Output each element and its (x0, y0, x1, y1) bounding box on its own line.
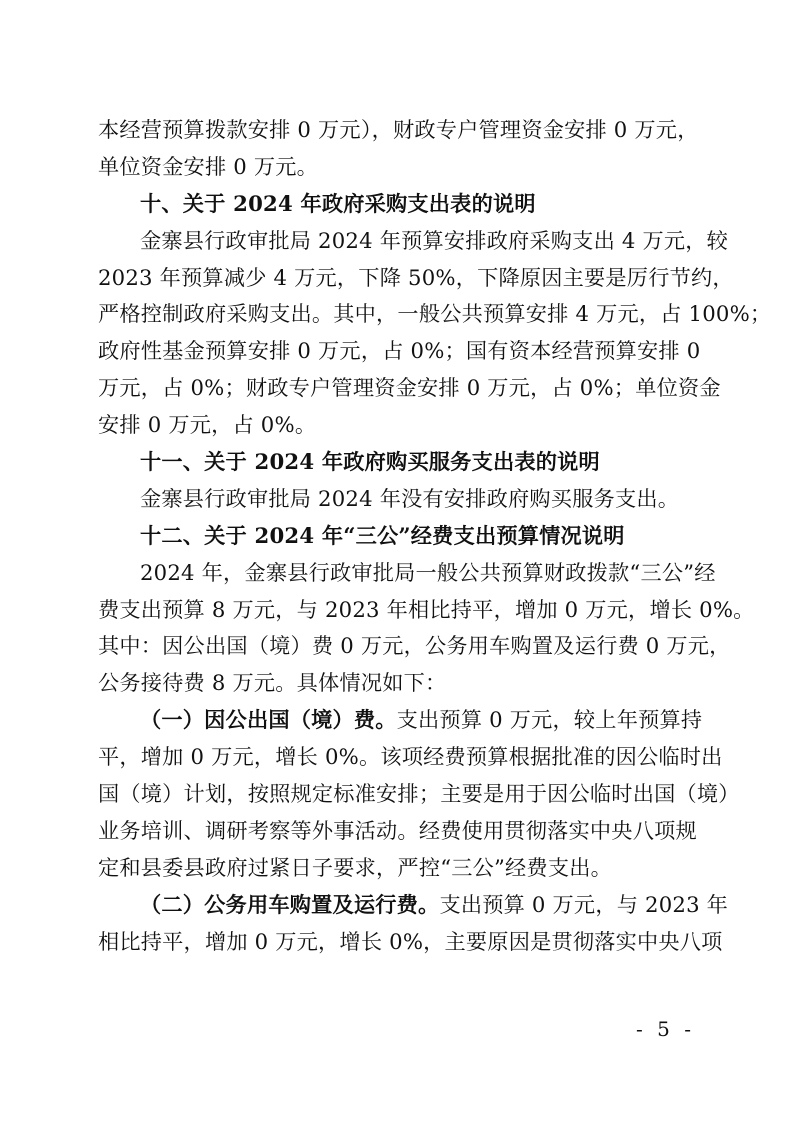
body-text (98, 112, 772, 960)
paragraph-line: 政府性基金预算安排 0 万元，占 0%；国有资本经营预算安排 0 (98, 338, 701, 364)
paragraph-line: 公务接待费 8 万元。具体情况如下： (98, 670, 447, 696)
subsection-paragraph-line (98, 702, 703, 739)
section-heading: 十一、关于 2024 年政府购买服务支出表的说明 (140, 449, 600, 475)
paragraph-line: 平，增加 0 万元，增长 0%。该项经费预算根据批准的因公临时出 (98, 744, 723, 770)
section-heading: 十二、关于 2024 年“三公”经费支出预算情况说明 (140, 522, 625, 548)
subsection-heading: （二）公务用车购置及运行费。 (140, 891, 440, 917)
paragraph-text: 支出预算 0 万元，较上年预算持 (396, 707, 703, 733)
paragraph-line: 国（境）计划，按照规定标准安排；主要是用于因公临时出国（境） (98, 781, 740, 807)
paragraph-line: 业务培训、调研考察等外事活动。经费使用贯彻落实中央八项规 (98, 817, 697, 843)
paragraph-line: 本经营预算拨款安排 0 万元），财政专户管理资金安排 0 万元， (98, 117, 699, 142)
paragraph-text: 支出预算 0 万元，与 2023 年 (439, 891, 729, 917)
subsection-heading: （一）因公出国（境）费。 (140, 707, 397, 733)
paragraph-line: 万元，占 0%；财政专户管理资金安排 0 万元，占 0%；单位资金 (98, 375, 721, 401)
paragraph-line: 金寨县行政审批局 2024 年没有安排政府购买服务支出。 (140, 485, 680, 511)
paragraph-line: 金寨县行政审批局 2024 年预算安排政府采购支出 4 万元，较 (140, 227, 729, 253)
paragraph-line: 定和县委县政府过紧日子要求，严控“三公”经费支出。 (98, 854, 612, 880)
paragraph-line: 其中：因公出国（境）费 0 万元，公务用车购置及运行费 0 万元， (98, 633, 731, 659)
paragraph-line: 严格控制政府采购支出。其中，一般公共预算安排 4 万元，占 100%； (98, 301, 772, 327)
paragraph-line: 相比持平，增加 0 万元，增长 0%，主要原因是贯彻落实中央八项 (98, 928, 723, 954)
paragraph-line: 安排 0 万元，占 0%。 (98, 412, 317, 438)
subsection-paragraph-line (98, 887, 729, 924)
paragraph-line: 费支出预算 8 万元，与 2023 年相比持平，增加 0 万元，增长 0%。 (98, 596, 755, 622)
paragraph-line: 2024 年，金寨县行政审批局一般公共预算财政拨款“三公”经 (140, 559, 716, 585)
paragraph-line: 单位资金安排 0 万元。 (98, 153, 319, 179)
paragraph-line: 2023 年预算减少 4 万元，下降 50%，下降原因主要是厉行节约， (98, 264, 734, 290)
section-heading: 十、关于 2024 年政府采购支出表的说明 (140, 190, 536, 216)
page-number: - 5 - (636, 1017, 695, 1041)
